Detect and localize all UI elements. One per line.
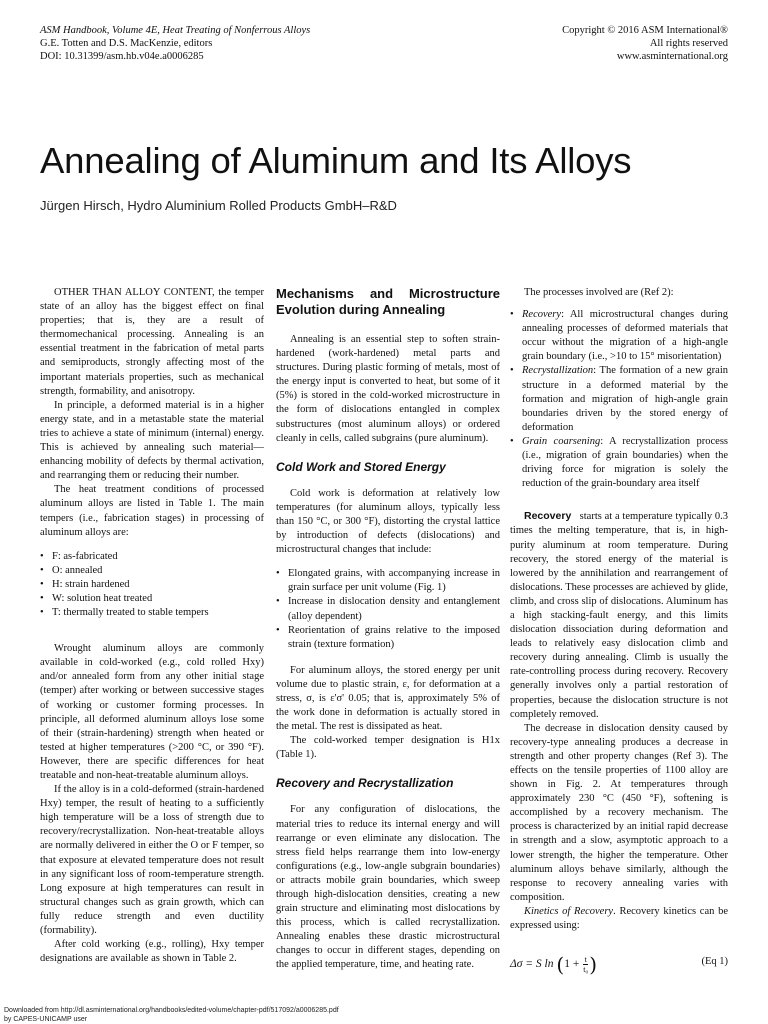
- run-in-heading: Recovery: [524, 510, 572, 523]
- article-author: Jürgen Hirsch, Hydro Aluminium Rolled Products GmbH–R&D: [40, 198, 397, 213]
- paragraph: The heat treatment conditions of processed aluminum alloys are listed in Table 1. The main tempers (i.e., fabrication stages) in processing of aluminum alloys are:: [40, 484, 264, 538]
- paragraph: [510, 905, 728, 933]
- page-header-left: [40, 24, 310, 63]
- definition: : The formation of a new grain structure in a deformed material by the formation and migration of high-angle grain boundaries driven by the stored energy of deformation: [522, 365, 728, 433]
- header-line: ASM Handbook, Volume 4E, Heat Treating of Nonferrous Alloys: [40, 25, 311, 36]
- list-item: • Elongated grains, with accompanying increase in grain surface per unit volume (Fig. 1): [276, 567, 500, 595]
- temper-list: [40, 550, 264, 620]
- list-item: [510, 364, 728, 434]
- run-in-term: Kinetics of Recovery: [524, 905, 614, 917]
- list-item: • H: strain hardened: [40, 578, 264, 592]
- section-heading: Mechanisms and Microstructure Evolution during Annealing: [276, 286, 500, 317]
- equation-denominator: t₀: [583, 965, 589, 975]
- list-item: • Increase in dislocation density and entanglement (alloy dependent): [276, 595, 500, 623]
- paragraph: The cold-worked temper designation is H1x (Table 1).: [276, 735, 500, 761]
- cold-work-list: [276, 567, 500, 652]
- equation-1: [510, 947, 728, 977]
- footer-line[interactable]: Downloaded from http://dl.asminternational.org/handbooks/edited-volume/chapter-pdf/517092/a0006285.pdf: [4, 1007, 339, 1014]
- paragraph: Annealing is an essential step to soften strain-hardened (work-hardened) metal parts and structures. During plastic forming of metals, most of the energy input is converted to heat, but some of it (5%) is stored in the cold-worked microstructure in the form of dislocations entangled in complex substructures (most aluminum alloys) or ordered cleanly in cells, called subgrains (pure aluminum).: [276, 334, 500, 444]
- header-url[interactable]: www.asminternational.org: [616, 51, 728, 62]
- paragraph: For aluminum alloys, the stored energy per unit volume due to plastic strain, ε, for deformation at a stress, σ, is ε'σ' 0.05; that is, approximately 5% of the work done in deformation is actually stored in the metal. The rest is dissipated as heat.: [276, 664, 500, 733]
- paragraph: In principle, a deformed material is in a higher energy state, and in a metastable state the material tries to achieve a state of minimum (internal) energy. This is achieved by annealing such material—enhancing mobility of defects by thermal activation, and rearranging them or reducing their number.: [40, 399, 264, 482]
- list-item: • Reorientation of grains relative to the imposed strain (texture formation): [276, 624, 500, 652]
- footer-line: by CAPES-UNICAMP user: [4, 1015, 88, 1023]
- list-item: [510, 308, 728, 364]
- equation-body: Δσ = S ln (1 + $\frac{t}{\text{t₀}}$ ): [510, 952, 598, 977]
- paragraph: After cold working (e.g., rolling), Hxy temper designations are available as shown in Table 2.: [40, 939, 264, 965]
- paragraph: Cold work is deformation at relatively low temperatures (for aluminum alloys, typically less than 150 °C, or 300 °F), distorting the crystal lattice by introduction of defects (dislocations) and microstructural changes that include:: [276, 487, 500, 556]
- equation-numerator: t: [584, 955, 587, 965]
- header-doi[interactable]: DOI: 10.31399/asm.hb.v04e.a0006285: [40, 51, 204, 62]
- paragraph: If the alloy is in a cold-deformed (strain-hardened Hxy) temper, the result of heating to a sufficiently high temperature will be a loss of strength due to recovery/recrystallization. Non-heat-treatable alloys are normally delivered in either the O or F temper, so that exposure at elevated temperature does not result in any significant loss of room-temperature strength. Long exposure at high temperatures can result in structural changes such as grain growth, which can fully reduce strength and even ductility (formability).: [40, 784, 264, 937]
- term: Recrystallization: [522, 365, 594, 377]
- process-list: [510, 308, 728, 491]
- page-header-right: [562, 24, 728, 63]
- column-3: [510, 286, 728, 977]
- article-title: Annealing of Aluminum and Its Alloys: [40, 140, 632, 181]
- paragraph: [510, 509, 728, 721]
- subsection-heading: Cold Work and Stored Energy: [276, 459, 446, 474]
- download-footer: [4, 1007, 339, 1024]
- term: Recovery: [522, 309, 562, 321]
- subsection-heading: Recovery and Recrystallization: [276, 776, 454, 791]
- header-line: All rights reserved: [649, 38, 728, 49]
- definition: : All microstructural changes during annealing processes of deformed materials that occur without the migration of a high-angle grain boundary (i.e., >10 to 15° misorientation): [522, 309, 728, 363]
- list-item: • O: annealed: [40, 564, 264, 578]
- paragraph: OTHER THAN ALLOY CONTENT, the temper state of an alloy has the biggest effect on final properties; that is, they are a result of thermomechanical processing. Annealing is an essential treatment in the fabrication of metal parts and semiproducts, strongly affecting most of the important materials properties, such as mechanical strength, formability, and anisotropy.: [40, 287, 264, 397]
- equation-term: 1 +: [564, 958, 580, 971]
- paragraph: The decrease in dislocation density caused by recovery-type annealing produces a decrease in strength and other property changes (Ref 3). The effects on the tensile properties of 1100 alloy are shown in Fig. 2. At temperatures through approximately 230 °C (450 °F), softening is accomplished by a recovery mechanism. The process is characterized by an initial rapid decrease in strength and a slow, asymptotic approach to a lower strength, the higher the temperature. Other aluminum alloys behave similarly, although the response to recovery annealing varies with composition.: [510, 722, 728, 903]
- paragraph: Wrought aluminum alloys are commonly available in cold-worked (e.g., cold rolled Hxy) and/or annealed form from any other initial stage (temper) after working or between successive stages of working or customer forming processes. In principle, all deformed aluminum alloys lose some of their (strain-hardening) strength when heated or tested at higher temperatures (>200 °C, or 390 °F). However, there are specific differences for heat treatable and non-heat-treatable aluminum alloys.: [40, 643, 264, 781]
- paragraph-text: starts at a temperature typically 0.3 times the melting temperature, that is, in high-purity aluminum at room temperature. During recovery, the stored energy of the material is lowered by the annihilation and rearrangement of dislocations. These processes are achieved by glide, climb, and cross slip of dislocations. Aluminum has a high stacking-fault energy, and this limits dislocation dissociation during deformation and leads to relatively easy dislocation climb and recovery during annealing. Climb is usually the rate-controlling process during recovery. Recovery generally involves only a partial restoration of properties, because the dislocation structure is not completely removed.: [510, 511, 729, 720]
- header-line: Copyright © 2016 ASM International®: [562, 25, 728, 36]
- header-line: G.E. Totten and D.S. MacKenzie, editors: [40, 38, 213, 49]
- list-item: • W: solution heat treated: [40, 592, 264, 606]
- equation-label: (Eq 1): [701, 956, 728, 968]
- equation-lhs: Δσ = S ln: [510, 958, 554, 971]
- list-item: [510, 435, 728, 491]
- list-item: • T: thermally treated to stable tempers: [40, 606, 264, 620]
- paragraph: For any configuration of dislocations, the material tries to reduce its internal energy and will rearrange or even eliminate any dislocation. The stress field helps rearrange them into low-energy configurations (e.g., low-angle subgrain boundaries) or attracts mobile grain boundaries, which sweep through high-dislocation densities, creating a new grain structure and eliminating most dislocations by this process, which is called recrystallization. Annealing enables these drastic microstructural changes to occur in different stages, depending on the applied temperature, time, and heating rate.: [276, 804, 500, 971]
- paragraph: The processes involved are (Ref 2):: [524, 287, 674, 298]
- column-2: [276, 286, 500, 973]
- term: Grain coarsening: [522, 435, 601, 447]
- definition: : A recrystallization process (i.e., migration of grain boundaries) when the driving force for migration is solely the reduction of the grain-boundary area itself: [522, 435, 729, 490]
- column-1: [40, 286, 264, 966]
- paragraph-text: . Recovery kinetics can be expressed using:: [510, 905, 728, 932]
- list-item: • F: as-fabricated: [40, 550, 264, 564]
